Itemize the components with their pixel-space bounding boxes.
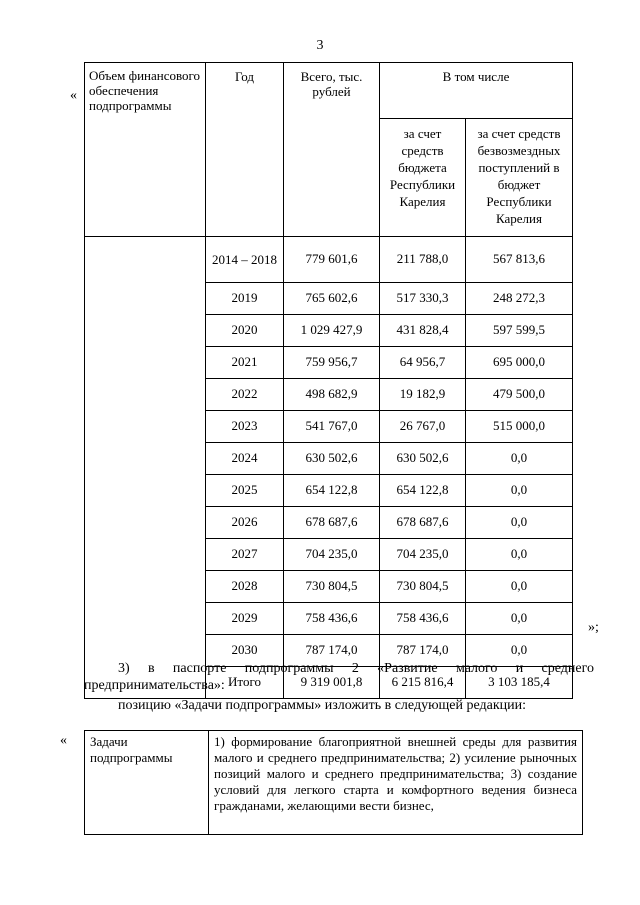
cell-gratuitous: 0,0 <box>466 538 573 570</box>
cell-budget: 787 174,0 <box>380 634 466 666</box>
label-continuation <box>85 118 206 236</box>
cell-total: 765 602,6 <box>284 282 380 314</box>
label-continuation <box>85 236 206 698</box>
cell-year: 2022 <box>206 378 284 410</box>
cell-gratuitous: 515 000,0 <box>466 410 573 442</box>
cell-budget: 758 436,6 <box>380 602 466 634</box>
including-header: В том числе <box>380 63 573 119</box>
cell-gratuitous: 479 500,0 <box>466 378 573 410</box>
paragraph-position: позицию «Задачи подпрограммы» изложить в следующей редакции: <box>118 698 527 713</box>
cell-budget: 431 828,4 <box>380 314 466 346</box>
cell-budget: 19 182,9 <box>380 378 466 410</box>
cell-year: 2020 <box>206 314 284 346</box>
cell-gratuitous: 597 599,5 <box>466 314 573 346</box>
cell-year: 2014 – 2018 <box>206 236 284 282</box>
cell-total: 758 436,6 <box>284 602 380 634</box>
cell-budget: 630 502,6 <box>380 442 466 474</box>
cell-gratuitous: 248 272,3 <box>466 282 573 314</box>
cell-year: 2028 <box>206 570 284 602</box>
cell-gratuitous: 0,0 <box>466 506 573 538</box>
tasks-table <box>84 730 583 835</box>
cell-year: 2026 <box>206 506 284 538</box>
gratuitous-header: за счет средств безвозмездных поступлений в бюджет Республики Карелия <box>466 118 573 236</box>
cell-total: 654 122,8 <box>284 474 380 506</box>
cell-total: 730 804,5 <box>284 570 380 602</box>
cell-gratuitous: 567 813,6 <box>466 236 573 282</box>
cell-budget: 678 687,6 <box>380 506 466 538</box>
tasks-text <box>209 731 583 835</box>
open-quote-1: « <box>70 88 77 103</box>
cell-year: 2027 <box>206 538 284 570</box>
cell-budget: 517 330,3 <box>380 282 466 314</box>
tasks-text-content: 1) формирование благоприятной внешней среды для развития малого и среднего предпринимательства; 2) усиление рыночных позиций малого и среднего предпринимательства; 3) создание условий для легкого старта и комфортного ведения бизнеса гражданами, желающими вести бизнес, <box>214 734 577 813</box>
total-header: Всего, тыс. рублей <box>284 63 380 237</box>
cell-total: 541 767,0 <box>284 410 380 442</box>
tasks-row <box>85 731 583 835</box>
open-quote-2: « <box>60 733 67 748</box>
cell-budget: 6 215 816,4 <box>380 666 466 698</box>
cell-total: 759 956,7 <box>284 346 380 378</box>
cell-year: 2023 <box>206 410 284 442</box>
cell-year: 2029 <box>206 602 284 634</box>
year-header: Год <box>206 63 284 237</box>
cell-total: 704 235,0 <box>284 538 380 570</box>
cell-total: 787 174,0 <box>284 634 380 666</box>
cell-budget: 26 767,0 <box>380 410 466 442</box>
paragraph-amendment: 3) в паспорте подпрограммы 2 «Развитие малого и среднего предпринимательства»: <box>84 661 594 693</box>
cell-total: 498 682,9 <box>284 378 380 410</box>
table-row <box>85 236 573 282</box>
cell-total: 779 601,6 <box>284 236 380 282</box>
cell-gratuitous: 695 000,0 <box>466 346 573 378</box>
financing-table <box>84 62 573 699</box>
cell-total: 1 029 427,9 <box>284 314 380 346</box>
cell-gratuitous: 0,0 <box>466 474 573 506</box>
cell-budget: 64 956,7 <box>380 346 466 378</box>
cell-total: 678 687,6 <box>284 506 380 538</box>
table-header-row-1 <box>85 63 573 119</box>
cell-gratuitous: 3 103 185,4 <box>466 666 573 698</box>
cell-budget: 704 235,0 <box>380 538 466 570</box>
cell-year: 2019 <box>206 282 284 314</box>
cell-year: 2021 <box>206 346 284 378</box>
cell-gratuitous: 0,0 <box>466 442 573 474</box>
financing-label-cell: Объем финансового обеспечения подпрограммы <box>85 63 206 119</box>
cell-year: 2025 <box>206 474 284 506</box>
cell-total: 9 319 001,8 <box>284 666 380 698</box>
cell-gratuitous: 0,0 <box>466 634 573 666</box>
cell-gratuitous: 0,0 <box>466 570 573 602</box>
cell-budget: 211 788,0 <box>380 236 466 282</box>
cell-year: 2030 <box>206 634 284 666</box>
cell-budget: 654 122,8 <box>380 474 466 506</box>
cell-budget: 730 804,5 <box>380 570 466 602</box>
page-number: 3 <box>316 38 324 53</box>
cell-total: 630 502,6 <box>284 442 380 474</box>
cell-year: Итого <box>206 666 284 698</box>
close-quote: »; <box>588 620 599 635</box>
cell-year: 2024 <box>206 442 284 474</box>
budget-header: за счет средств бюджета Республики Карелия <box>380 118 466 236</box>
cell-gratuitous: 0,0 <box>466 602 573 634</box>
tasks-label: Задачи подпрограммы <box>85 731 209 835</box>
